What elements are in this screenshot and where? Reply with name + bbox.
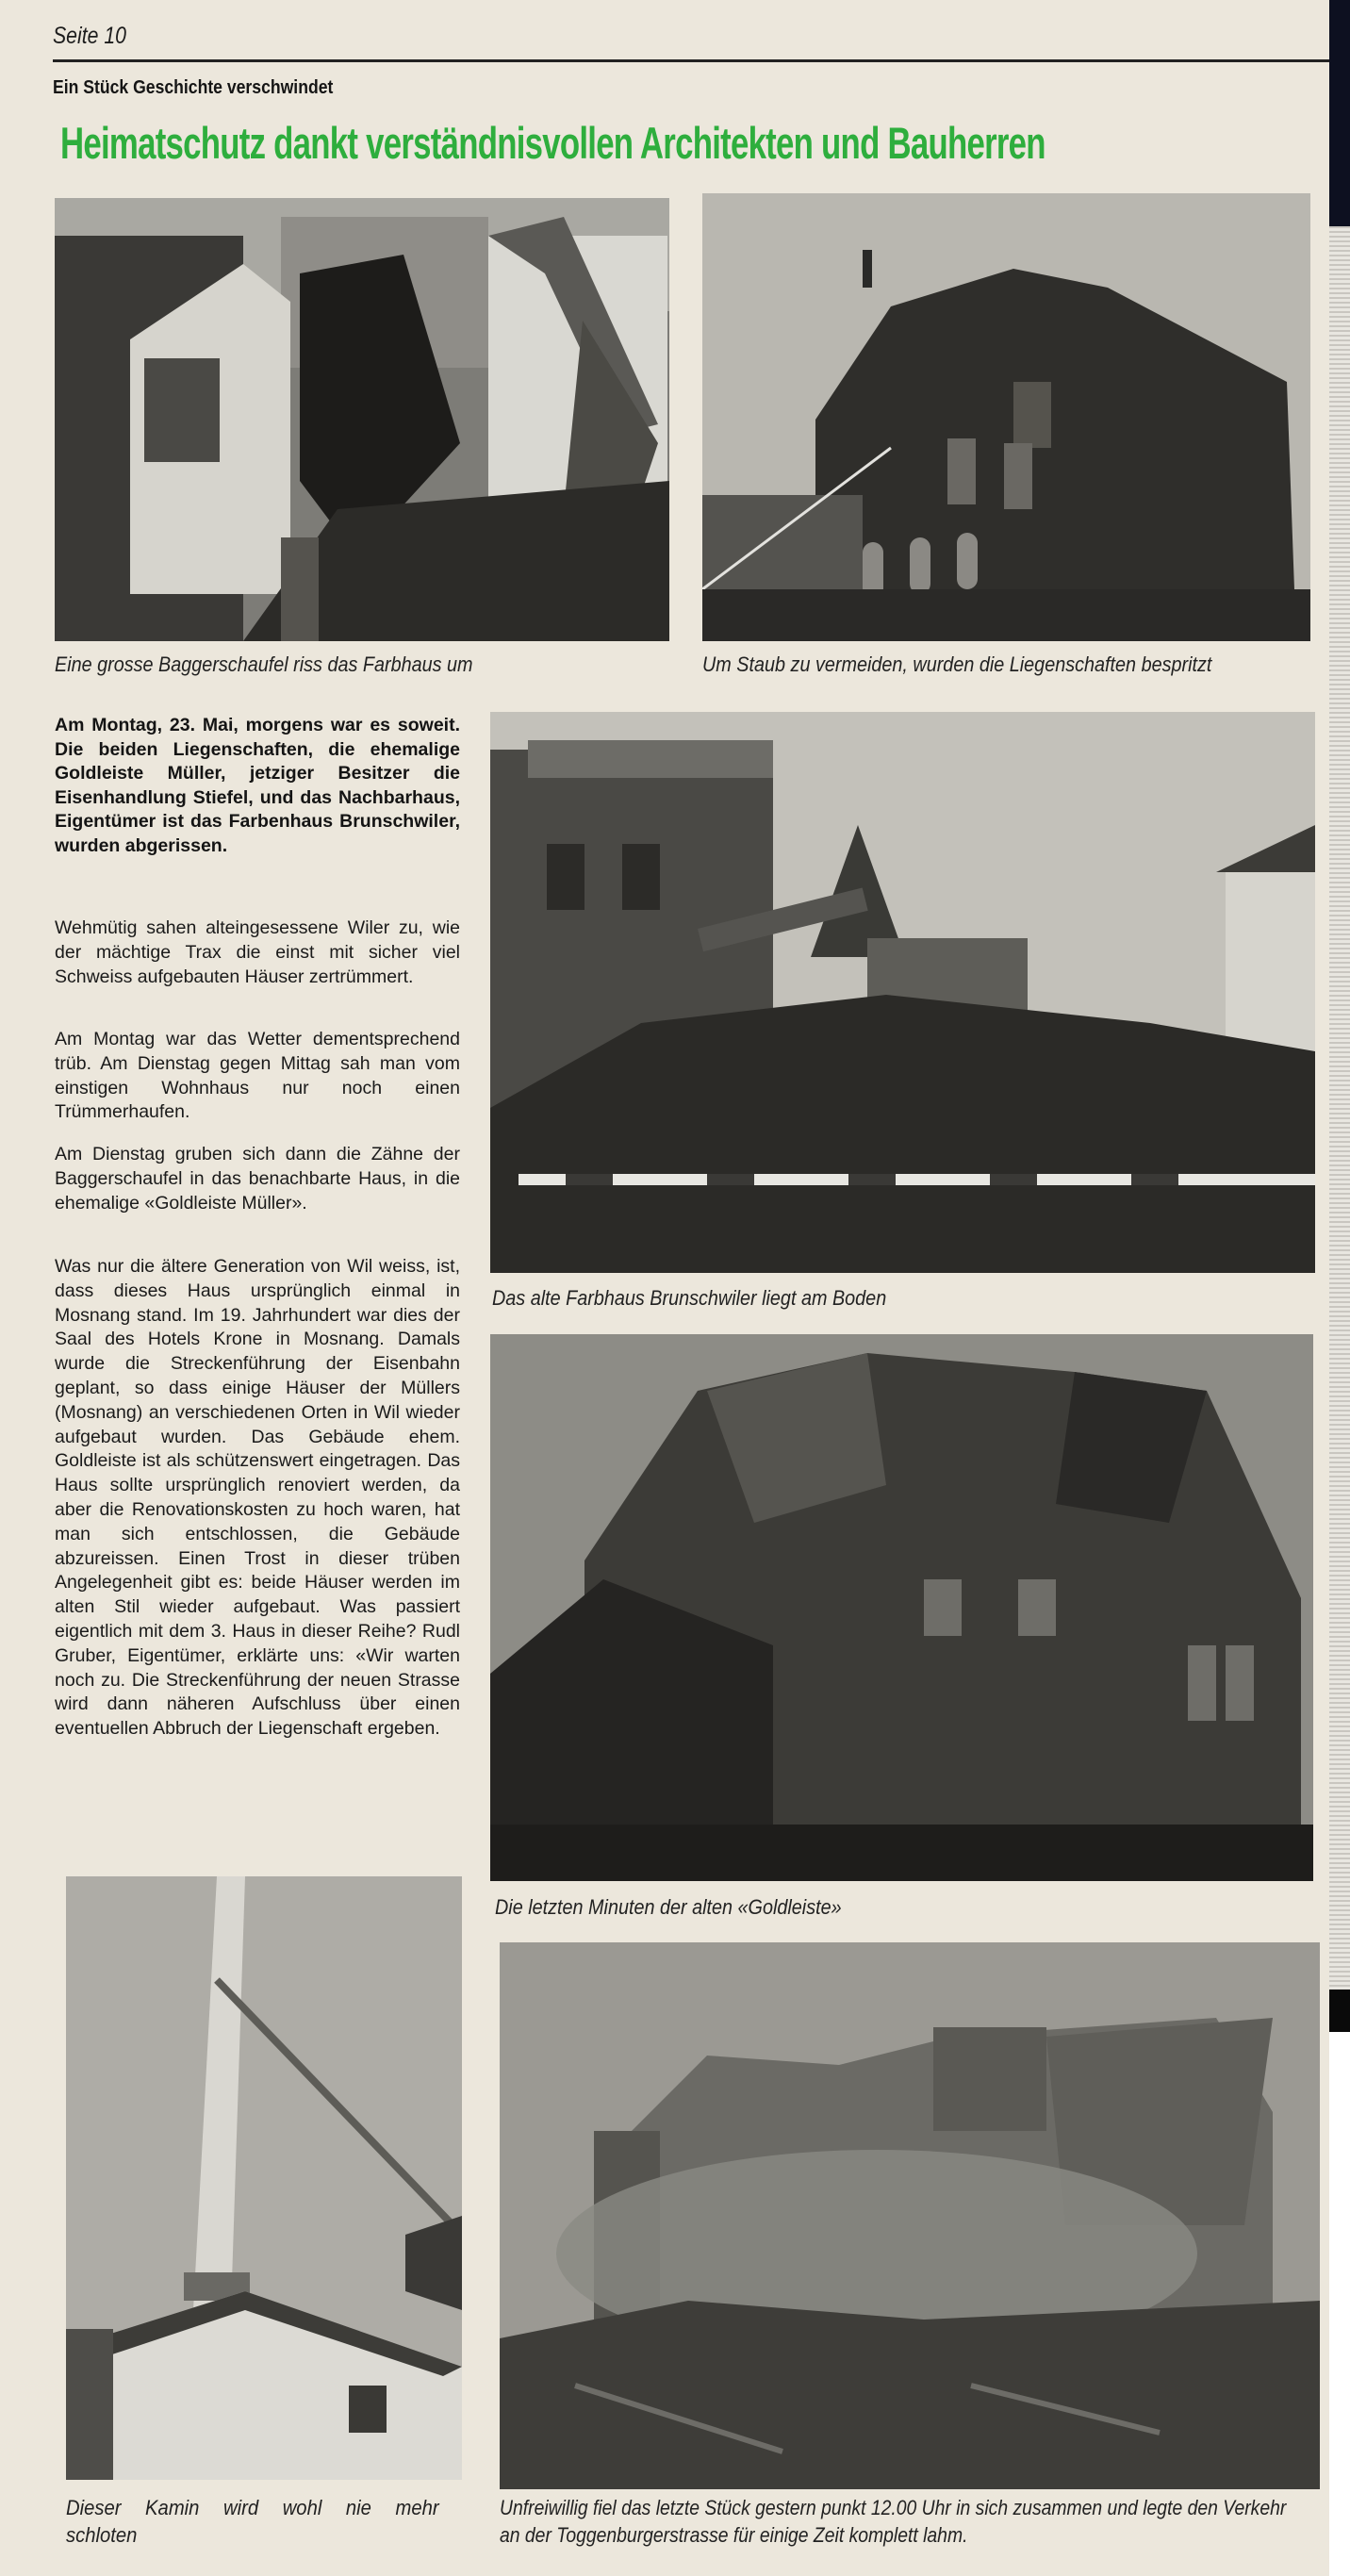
page-number: Seite 10 — [53, 23, 126, 49]
article-paragraph: Am Montag war das Wetter dementsprechend trüb. Am Dienstag gegen Mittag sah man vom einstigen Wohnhaus nur noch einen Trümmerhaufen. — [55, 1029, 460, 1123]
headline: Heimatschutz dankt verständnisvollen Architekten und Bauherren — [60, 118, 1045, 168]
photo-caption: Eine grosse Baggerschaufel riss das Farbhaus um — [55, 652, 473, 676]
article-lead: Am Montag, 23. Mai, morgens war es soweit. Die beiden Liegenschaften, die ehemalige Goldleiste Müller, jetziger Besitzer die Eisenhandlung Stiefel, und das Nachbarhaus, Eigentümer ist das Farbenhaus Brunschwiler, wurden abgerissen. — [55, 715, 460, 856]
photo-caption: Das alte Farbhaus Brunschwiler liegt am Boden — [492, 1286, 887, 1310]
article-paragraph: Was nur die ältere Generation von Wil weiss, ist, dass dieses Haus ursprünglich einmal in Mosnang stand. Im 19. Jahrhundert war dies der Saal des Hotels Krone in Mosnang. Damals wurde die Streckenführung der Eisenbahn geplant, so dass einige Häuser der Müllers (Mosnang) an verschiedenen Orten in Wil wieder aufgebaut wurden. Das Gebäude ehem. Goldleiste ist als schützenswert eingetragen. Das Haus sollte ursprünglich renoviert werden, da aber die Renovationskosten zu hoch waren, hat man sich entschlossen, die Gebäude abzureissen. Einen Trost in dieser trüben Angelegenheit gibt es: beide Häuser werden im alten Stil wieder aufgebaut. Was passiert eigentlich mit dem 3. Haus in dieser Reihe? Rudl Gruber, Eigentümer, erklärte uns: «Wir warten noch zu. Die Streckenführung der neuen Strasse wird dann näheren Aufschluss über einen eventuellen Abbruch der Liegenschaft ergeben. — [55, 1256, 460, 1740]
photo-caption: Die letzten Minuten der alten «Goldleiste» — [495, 1895, 842, 1919]
scan-background — [1329, 1990, 1350, 2032]
photo-collapse-dust — [500, 1942, 1320, 2489]
photo-house-sprayed — [702, 193, 1310, 641]
kicker: Ein Stück Geschichte verschwindet — [53, 77, 334, 98]
photo-rubble-brunschwiler — [490, 712, 1315, 1273]
article-paragraph: Am Dienstag gruben sich dann die Zähne der Baggerschaufel in das benachbarte Haus, in die ehemalige «Goldleiste Müller». — [55, 1144, 460, 1214]
photo-goldleiste-collapse — [490, 1334, 1313, 1881]
header-rule — [53, 59, 1329, 62]
article-paragraph: Wehmütig sahen alteingesessene Wiler zu, wie der mächtige Trax die einst mit sicher viel Schweiss aufgebauten Häuser zertrümmert. — [55, 917, 460, 987]
photo-caption: Unfreiwillig fiel das letzte Stück gestern punkt 12.00 Uhr in sich zusammen und legte den Verkehr an der Toggenburgerstrasse für einige Zeit komplett lahm. — [500, 2496, 1287, 2547]
photo-caption: Um Staub zu vermeiden, wurden die Liegenschaften bespritzt — [702, 652, 1212, 676]
photo-chimney — [66, 1876, 462, 2480]
scan-background-cloth — [1329, 226, 1350, 1990]
photo-caption: Dieser Kamin wird wohl nie mehr schloten — [66, 2496, 439, 2547]
scan-background — [1329, 2032, 1350, 2576]
photo-excavator-bucket — [55, 198, 669, 641]
scan-background — [1329, 0, 1350, 226]
